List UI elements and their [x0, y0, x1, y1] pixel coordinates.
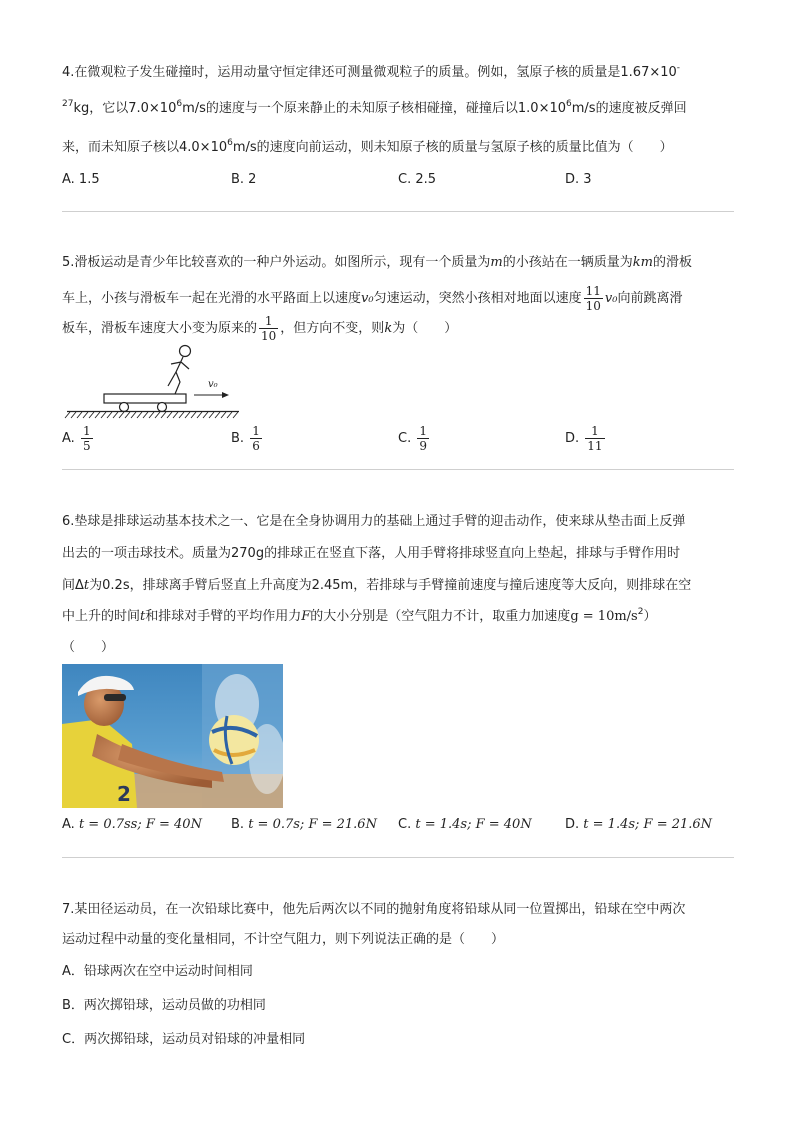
option-fraction: [250, 424, 262, 453]
q5-option-d[interactable]: [565, 424, 607, 453]
q6-option-a[interactable]: [62, 814, 202, 836]
volleyball: [209, 715, 259, 765]
child-body: [168, 357, 189, 394]
q4-line-2: [62, 98, 687, 120]
option-expression: t = 0.7ss; F = 40N: [78, 817, 202, 832]
q6-text: ）: [643, 609, 657, 624]
option-label: D.: [565, 817, 580, 832]
fraction-numerator: 1: [82, 424, 91, 438]
q6-line-1: 6.垫球是排球运动基本技术之一、它是在全身协调用力的基础上通过手臂的迎击动作，使来球从垫击面上反弹: [62, 514, 686, 529]
q7-option-b[interactable]: B．两次掷铅球，运动员做的功相同: [62, 998, 266, 1013]
q6-option-d[interactable]: [565, 814, 712, 836]
option-label: C.: [398, 817, 412, 832]
option-label: C.: [398, 431, 412, 446]
q6-var-f: F: [301, 609, 311, 624]
child-head: [180, 346, 191, 357]
q5-text: 向前跳离滑: [617, 291, 683, 306]
q4-line-3: [62, 137, 673, 159]
q6-text: 间Δ: [62, 578, 84, 593]
option-fraction: [585, 424, 604, 453]
option-label: D.: [565, 431, 580, 446]
q4-sup: 6: [227, 138, 233, 148]
jersey-number: 2: [117, 782, 131, 806]
q4-option-c[interactable]: C. 2.5: [398, 172, 437, 187]
q4-text: m/s的速度与一个原来静止的未知原子核相碰撞，碰撞后以1.0×10: [182, 101, 567, 116]
q6-line-3: [62, 575, 691, 597]
q5-line-3: [62, 312, 457, 346]
q6-line-2: 出去的一项击球技术。质量为270g的排球正在竖直下落，人用手臂将排球竖直向上垫起，排球与手臂作用时: [62, 546, 681, 561]
q4-text: 4.在微观粒子发生碰撞时，运用动量守恒定律还可测量微观粒子的质量。例如，氢原子核的质量是1.67×10: [62, 65, 677, 80]
q4-sup: 27: [62, 99, 74, 109]
q4-sup: 6: [566, 99, 572, 109]
q6-var-t: t: [140, 609, 146, 624]
q5-var-k: k: [384, 321, 393, 336]
skateboard: [104, 394, 186, 403]
q4-text: m/s的速度向前运动，则未知原子核的质量与氢原子核的质量比值为（ ）: [232, 140, 673, 155]
fraction-numerator: 11: [585, 284, 601, 298]
q4-text: 来，而未知原子核以4.0×10: [62, 140, 228, 155]
q5-option-b[interactable]: [231, 424, 264, 453]
q4-option-d[interactable]: D. 3: [565, 172, 592, 187]
q6-sup: 2: [637, 607, 644, 617]
q5-var-v0: v₀: [604, 291, 618, 306]
q5-text: ，但方向不变，则: [280, 321, 385, 336]
fraction-denominator: 10: [261, 329, 277, 343]
q5-text: 的滑板: [652, 255, 692, 270]
q6-text: 和排球对手臂的平均作用力: [145, 609, 302, 624]
q5-text: 的小孩站在一辆质量为: [502, 255, 633, 270]
q5-fraction: [259, 314, 278, 343]
fraction-numerator: 1: [252, 424, 260, 438]
wheel: [158, 403, 167, 412]
q6-gravity-expr: g = 10m/s: [570, 609, 638, 624]
q5-var-km: km: [632, 255, 653, 270]
fraction-denominator: 5: [82, 439, 91, 453]
q6-text: 中上升的时间: [62, 609, 141, 624]
q4-option-b[interactable]: B. 2: [231, 172, 257, 187]
q5-fraction: [584, 284, 603, 313]
q7-line-2: 运动过程中动量的变化量相同，不计空气阻力，则下列说法正确的是（ ）: [62, 932, 505, 947]
q5-text: 匀速运动，突然小孩相对地面以速度: [373, 291, 582, 306]
q5-line-1: [62, 252, 692, 274]
q6-option-b[interactable]: [231, 814, 377, 836]
q6-var-t: t: [83, 578, 90, 593]
divider: [62, 857, 734, 858]
fraction-denominator: 10: [585, 299, 601, 313]
option-expression: t = 1.4s; F = 40N: [415, 817, 532, 832]
divider: [62, 211, 734, 212]
option-label: B.: [231, 817, 245, 832]
q5-text: 为（ ）: [392, 321, 458, 336]
fraction-denominator: 6: [252, 439, 260, 453]
q4-text: kg，它以7.0×10: [73, 101, 177, 116]
option-label: A.: [62, 817, 75, 832]
q7-option-a[interactable]: A．铅球两次在空中运动时间相同: [62, 964, 253, 979]
q4-line-1: [62, 62, 680, 84]
wheel: [120, 403, 129, 412]
fraction-denominator: 11: [587, 439, 603, 453]
option-fraction: [417, 424, 429, 453]
velocity-label: v₀: [208, 379, 218, 390]
q6-line-4: [62, 606, 656, 628]
q6-text: 为0.2s，排球离手臂后竖直上升高度为2.45m，若排球与手臂撞前速度与撞后速度等大反向，则排球在空: [89, 578, 692, 593]
q5-option-a[interactable]: [62, 424, 95, 453]
ground-hatching: [65, 412, 238, 418]
q5-var-v0: v₀: [361, 291, 374, 306]
q6-text: 的大小分别是（空气阻力不计，取重力加速度: [310, 609, 571, 624]
fraction-numerator: 1: [259, 314, 278, 329]
q5-text: 板车，滑板车速度大小变为原来的: [62, 321, 258, 336]
q4-text: m/s的速度被反弹回: [571, 101, 687, 116]
skateboard-figure: [62, 342, 242, 422]
q6-line-5: （ ）: [62, 640, 115, 655]
q5-option-c[interactable]: [398, 424, 431, 453]
q4-option-a[interactable]: A. 1.5: [62, 172, 100, 187]
option-label: B.: [231, 431, 245, 446]
q7-line-1: 7.某田径运动员，在一次铅球比赛中，他先后两次以不同的抛射角度将铅球从同一位置掷出，铅球在空中两次: [62, 902, 686, 917]
q6-option-c[interactable]: [398, 814, 532, 836]
option-fraction: [81, 424, 93, 453]
volleyball-photo: [62, 664, 283, 808]
fraction-numerator: 1: [419, 424, 427, 438]
option-label: A.: [62, 431, 75, 446]
q4-sup: 6: [176, 99, 183, 109]
q4-sup: -: [676, 63, 681, 73]
arrow-head-icon: [222, 392, 229, 398]
q7-option-c[interactable]: C．两次掷铅球，运动员对铅球的冲量相同: [62, 1032, 306, 1047]
q5-text: 5.滑板运动是青少年比较喜欢的一种户外运动。如图所示，现有一个质量为: [62, 255, 491, 270]
player-sunglasses: [104, 694, 126, 701]
fraction-numerator: 1: [585, 424, 604, 439]
q5-var-m: m: [490, 255, 503, 270]
divider: [62, 469, 734, 470]
option-expression: t = 0.7s; F = 21.6N: [248, 817, 377, 832]
q5-line-2: [62, 282, 682, 316]
option-expression: t = 1.4s; F = 21.6N: [583, 817, 713, 832]
q5-text: 车上，小孩与滑板车一起在光滑的水平路面上以速度: [62, 291, 362, 306]
fraction-denominator: 9: [419, 439, 427, 453]
